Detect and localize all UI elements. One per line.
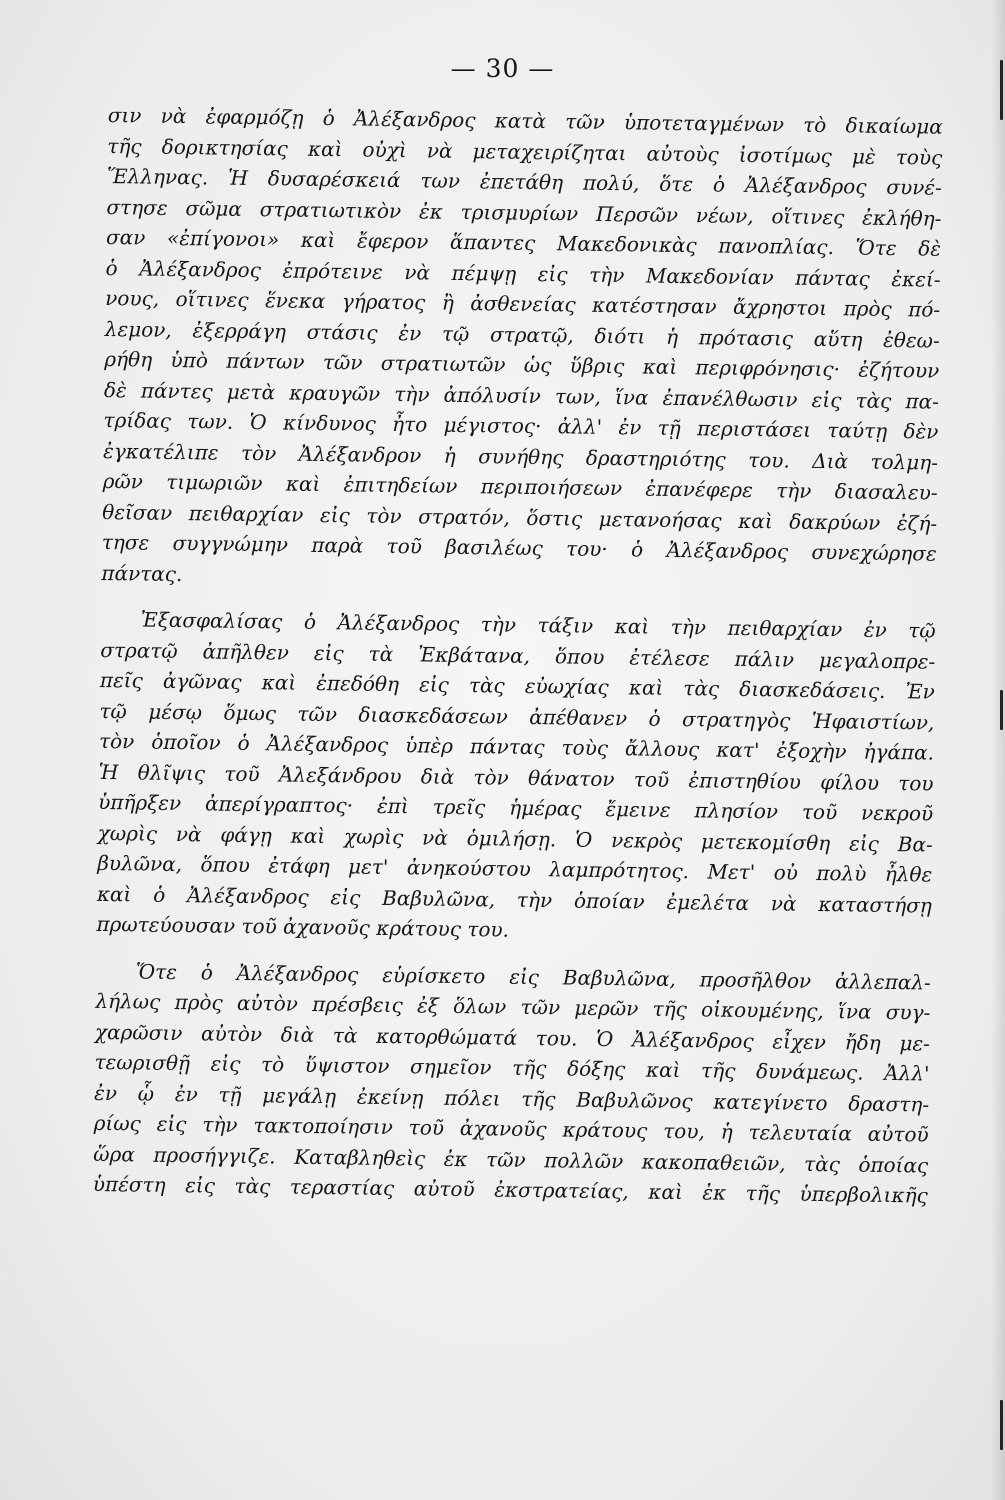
body-text [93,100,943,1211]
text-line: στρατῷ ἀπῆλθεν εἰς τὰ Ἐκβάτανα, ὅπου ἐτέλεσε πάλιν μεγαλοπρε- [100,637,936,674]
text-line: λήλως πρὸς αὐτὸν πρέσβεις ἐξ ὅλων τῶν μερῶν τῆς οἰκουμένης, ἵνα συγ- [95,988,931,1025]
text-line: Ὅτε ὁ Ἀλέξανδρος εὑρίσκετο εἰς Βαβυλῶνα, προσῆλθον ἀλλεπαλ- [135,958,931,995]
text-line: σιν νὰ ἐφαρμόζῃ ὁ Ἀλέξανδρος κατὰ τῶν ὑποτεταγμένων τὸ δικαίωμα [107,102,943,139]
text-line: πάντας. [101,560,183,586]
text-line: ὁ Ἀλέξανδρος ἐπρότεινε νὰ πέμψῃ εἰς τὴν Μακεδονίαν πάντας ἐκεί- [105,255,941,292]
text-line: τρίδας των. Ὁ κίνδυνος ἦτο μέγιστος· ἀλλ' ἐν τῇ περιστάσει ταύτῃ δὲν [103,407,939,444]
text-line: Ἡ θλῖψις τοῦ Ἀλεξάνδρου διὰ τὸν θάνατον τοῦ ἐπιστηθίου φίλου του [98,759,934,796]
text-line: ὥρα προσήγγιζε. Καταβληθεὶς ἐκ τῶν πολλῶν κακοπαθειῶν, τὰς ὁποίας [93,1141,929,1178]
text-line: καὶ ὁ Ἀλέξανδρος εἰς Βαβυλῶνα, τὴν ὁποίαν ἐμελέτα νὰ καταστήσῃ [96,881,933,918]
text-line: τὸν ὁποῖον ὁ Ἀλέξανδρος ὑπὲρ πάντας τοὺς ἄλλους κατ' ἐξοχὴν ἠγάπα. [98,728,935,765]
text-line: πεῖς ἀγῶνας καὶ ἐπεδόθη εἰς τὰς εὐωχίας καὶ τὰς διασκεδάσεις. Ἐν [99,667,935,704]
text-line: στησε σῶμα στρατιωτικὸν ἐκ τρισμυρίων Περσῶν νέων, οἵτινες ἐκλήθη- [106,194,942,231]
text-line: νους, οἵτινες ἕνεκα γήρατος ἢ ἀσθενείας κατέστησαν ἄχρηστοι πρὸς πό- [105,285,941,322]
page-number: — 30 — [450,54,555,83]
text-line: τῷ μέσῳ ὅμως τῶν διασκεδάσεων ἀπέθανεν ὁ στρατηγὸς Ἡφαιστίων, [99,698,935,735]
text-line: Ἐξασφαλίσας ὁ Ἀλέξανδρος τὴν τάξιν καὶ τὴν πειθαρχίαν ἐν τῷ [140,607,936,643]
text-line: χαρῶσιν αὐτὸν διὰ τὰ κατορθώματά του. Ὁ Ἀλέξανδρος εἶχεν ἤδη με- [94,1019,931,1056]
text-line: πρωτεύουσαν τοῦ ἀχανοῦς κράτους του. [96,911,510,942]
text-line: ρῶν τιμωριῶν καὶ ἐπιτηδείων περιποιήσεων ἐπανέφερε τὴν διασαλευ- [102,468,938,505]
text-line: Ἕλληνας. Ἡ δυσαρέσκειά των ἐπετάθη πολύ, ὅτε ὁ Ἀλέξανδρος συνέ- [106,163,943,200]
text-line: ὑπῆρξεν ἀπερίγραπτος· ἐπὶ τρεῖς ἡμέρας ἔμεινε πλησίον τοῦ νεκροῦ [98,789,934,826]
text-line: σαν «ἐπίγονοι» καὶ ἔφερον ἅπαντες Μακεδονικὰς πανοπλίας. Ὅτε δὲ [105,224,942,261]
text-line: βυλῶνα, ὅπου ἐτάφη μετ' ἀνηκούστου λαμπρότητος. Μετ' οὐ πολὺ ἦλθε [97,850,933,887]
paragraph [93,955,931,1211]
text-line: λεμον, ἐξερράγη στάσις ἐν τῷ στρατῷ, διότι ἡ πρότασις αὕτη ἐθεω- [104,316,940,353]
text-line: θεῖσαν πειθαρχίαν εἰς τὸν στρατόν, ὅστις μετανοήσας καὶ δακρύων ἐζή- [102,499,938,536]
margin-mark [1000,690,1003,730]
text-line: δὲ πάντες μετὰ κραυγῶν τὴν ἀπόλυσίν των, ἵνα ἐπανέλθωσιν εἰς τὰς πα- [103,377,940,414]
text-line: ὑπέστη εἰς τὰς τεραστίας αὐτοῦ ἐκστρατείας, καὶ ἐκ τῆς ὑπερβολικῆς [92,1171,928,1208]
text-line: ἐγκατέλιπε τὸν Ἀλέξανδρον ἡ συνήθης δραστηριότης του. Διὰ τολμη- [102,438,939,475]
paragraph [101,100,943,600]
page-edge-shadow [991,0,1005,1500]
text-line: ἐν ᾧ ἐν τῇ μεγάλῃ ἐκείνῃ πόλει τῆς Βαβυλῶνος κατεγίνετο δραστη- [93,1080,930,1117]
margin-mark [1000,1400,1003,1450]
text-line: τησε συγγνώμην παρὰ τοῦ βασιλέως του· ὁ Ἀλέξανδρος συνεχώρησε [101,529,937,566]
text-line: τῆς δορικτησίας καὶ οὐχὶ νὰ μεταχειρίζηται αὐτοὺς ἰσοτίμως μὲ τοὺς [107,133,943,170]
text-line: ρήθη ὑπὸ πάντων τῶν στρατιωτῶν ὡς ὕβρις καὶ περιφρόνησις· ἐζήτουν [104,346,940,383]
text-line: ρίως εἰς τὴν τακτοποίησιν τοῦ ἀχανοῦς κράτους του, ἡ τελευταία αὐτοῦ [93,1110,929,1147]
paragraph [96,604,936,951]
text-line: τεωρισθῇ εἰς τὸ ὕψιστον σημεῖον τῆς δόξης καὶ τῆς δυνάμεως. Ἀλλ' [94,1049,930,1086]
text-line: χωρὶς νὰ φάγῃ καὶ χωρὶς νὰ ὁμιλήσῃ. Ὁ νεκρὸς μετεκομίσθη εἰς Βα- [97,820,933,857]
